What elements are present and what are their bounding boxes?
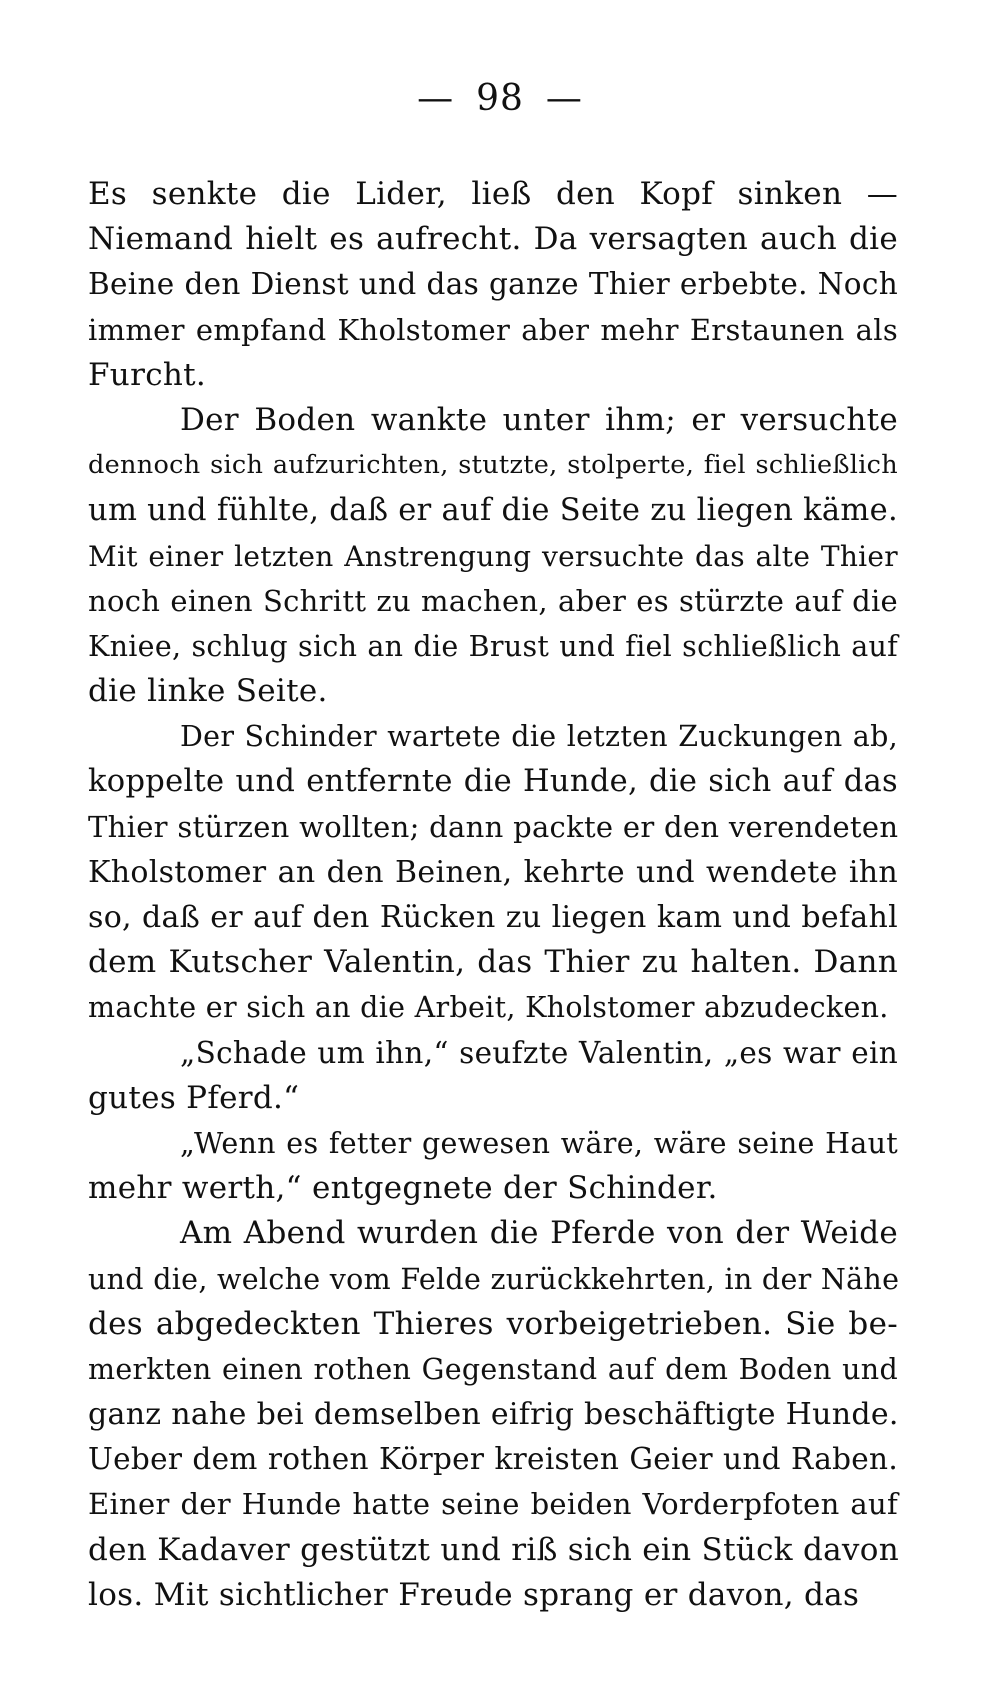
paragraph bbox=[88, 714, 898, 1030]
text-line: so, daß er auf den Rücken zu liegen kam und befahl bbox=[88, 900, 898, 935]
text-line: immer empfand Kholstomer aber mehr Erstaunen als bbox=[88, 312, 898, 347]
text-line: Niemand hielt es aufrecht. Da versagten auch die bbox=[88, 221, 898, 258]
paragraph bbox=[88, 172, 898, 398]
text-line: des abgedeckten Thieres vorbeigetrieben. Sie be- bbox=[88, 1305, 898, 1342]
text-line: den Kadaver gestützt und riß sich ein Stück davon bbox=[88, 1531, 899, 1568]
page-header bbox=[0, 78, 1000, 119]
header-dash-left: — bbox=[417, 78, 455, 119]
text-line: noch einen Schritt zu machen, aber es stürzte auf die bbox=[88, 583, 898, 618]
text-line: Thier stürzen wollten; dann packte er den verendeten bbox=[88, 809, 899, 844]
paragraph bbox=[88, 1031, 898, 1121]
text-line: los. Mit sichtlicher Freude sprang er davon, das bbox=[88, 1576, 860, 1613]
text-line: mehr werth,“ entgegnete der Schinder. bbox=[88, 1170, 718, 1207]
header-dash-right: — bbox=[545, 78, 583, 119]
text-line: Mit einer letzten Anstrengung versuchte das alte Thier bbox=[88, 539, 898, 573]
text-line: Kniee, schlug sich an die Brust und fiel schließlich auf bbox=[88, 629, 898, 663]
text-line: dem Kutscher Valentin, das Thier zu halten. Dann bbox=[88, 944, 898, 981]
paragraph bbox=[88, 1121, 898, 1211]
text-line: ganz nahe bei demselben eifrig beschäftigte Hunde. bbox=[88, 1397, 899, 1433]
text-line: die linke Seite. bbox=[88, 673, 328, 710]
text-line: Der Boden wankte unter ihm; er versuchte bbox=[180, 401, 898, 438]
text-line: Kholstomer an den Beinen, kehrte und wendete ihn bbox=[88, 854, 898, 890]
text-line: Furcht. bbox=[88, 356, 207, 393]
text-line: um und fühlte, daß er auf die Seite zu liegen käme. bbox=[88, 493, 898, 529]
text-line: dennoch sich aufzurichten, stutzte, stolperte, fiel schließlich bbox=[88, 450, 898, 481]
text-line: „Schade um ihn,“ seufzte Valentin, „es war ein bbox=[180, 1035, 898, 1070]
text-line: Es senkte die Lider, ließ den Kopf sinken — bbox=[88, 176, 898, 212]
text-line: und die, welche vom Felde zurückkehrten, in der Nähe bbox=[88, 1262, 900, 1296]
text-line: machte er sich an die Arbeit, Kholstomer abzudecken. bbox=[88, 991, 889, 1025]
text-line: gutes Pferd.“ bbox=[88, 1079, 300, 1116]
paragraph bbox=[88, 1211, 898, 1618]
text-line: Der Schinder wartete die letzten Zuckungen ab, bbox=[180, 720, 898, 754]
text-line: koppelte und entfernte die Hunde, die sich auf das bbox=[88, 764, 898, 800]
text-line: Einer der Hunde hatte seine beiden Vorderpfoten auf bbox=[88, 1487, 898, 1522]
text-line: Am Abend wurden die Pferde von der Weide bbox=[180, 1215, 898, 1252]
text-line: merkten einen rothen Gegenstand auf dem Boden und bbox=[88, 1352, 898, 1386]
page-number: 98 bbox=[476, 78, 524, 119]
paragraph bbox=[88, 398, 898, 714]
text-line: Ueber dem rothen Körper kreisten Geier und Raben. bbox=[88, 1442, 898, 1477]
text-line: Beine den Dienst und das ganze Thier erbebte. Noch bbox=[88, 267, 898, 302]
page-body-text bbox=[88, 172, 898, 1618]
text-line: „Wenn es fetter gewesen wäre, wäre seine Haut bbox=[180, 1126, 898, 1160]
